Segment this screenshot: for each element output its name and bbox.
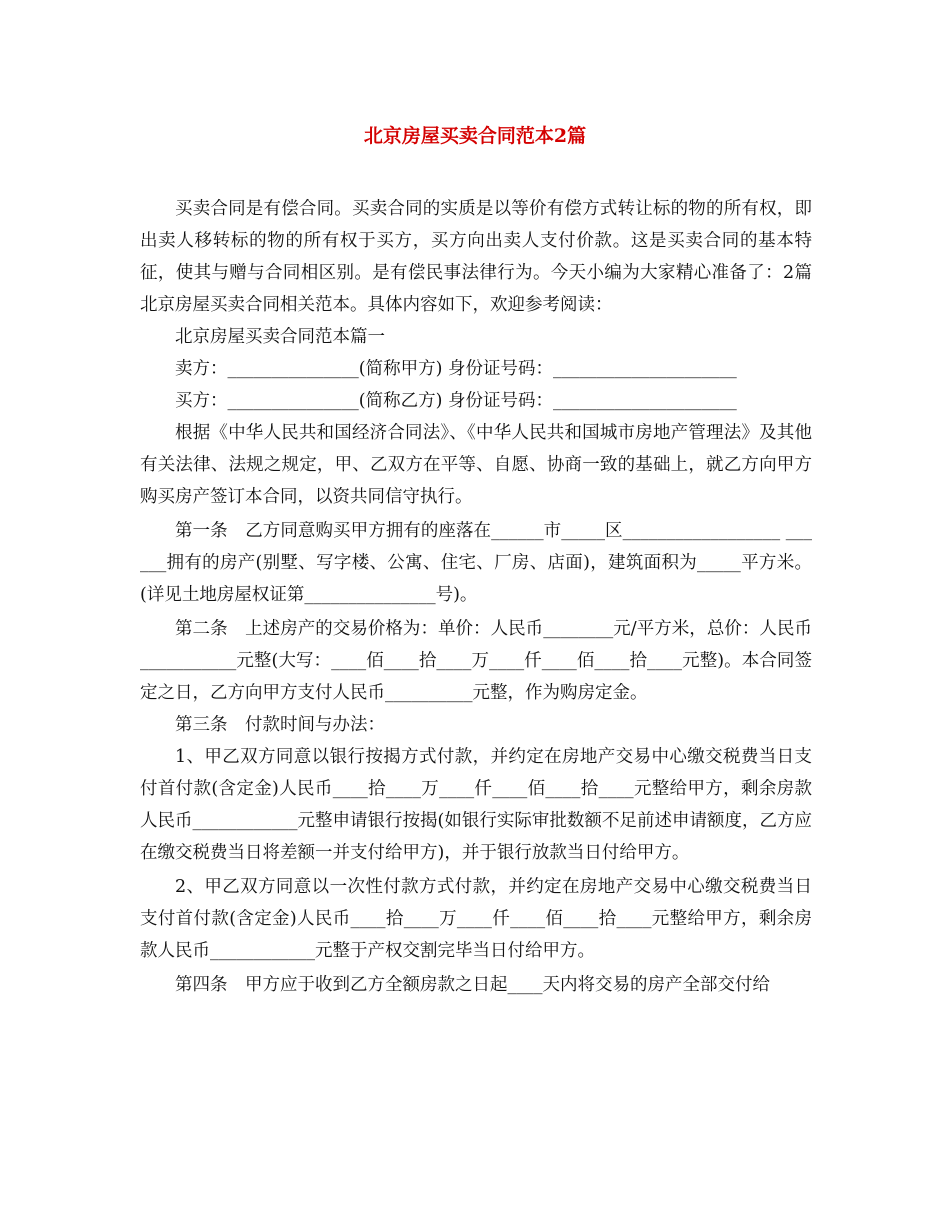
legal-basis-paragraph: 根据《中华人民共和国经济合同法》、《中华人民共和国城市房地产管理法》及其他有关法律、法规之规定，甲、乙双方在平等、自愿、协商一致的基础上，就乙方向甲方购买房产签订本合同，以资共同信守执行。 [140, 423, 812, 507]
article-2: 第二条 上述房产的交易价格为：单价：人民币________元/平方米，总价：人民币___________元整(大写：____佰____拾____万____仟____佰____拾____元整)。本合同签定之日，乙方向甲方支付人民币__________元整，作为购房定金。 [140, 619, 812, 703]
seller-line: 卖方：_______________(简称甲方) 身份证号码：_____________________ [175, 359, 737, 379]
document-title: 北京房屋买卖合同范本2篇 [363, 125, 587, 147]
article-3-clause-1: 1、甲乙双方同意以银行按揭方式付款，并约定在房地产交易中心缴交税费当日支付首付款(含定金)人民币____拾____万____仟____佰____拾____元整给甲方，剩余房款人民币____________元整申请银行按揭(如银行实际审批数额不足前述申请额度，乙方应在缴交税费当日将差额一并支付给甲方)，并于银行放款当日付给甲方。 [140, 747, 812, 863]
document-body [140, 193, 812, 1001]
article-1: 第一条 乙方同意购买甲方拥有的座落在______市_____区__________________ ______拥有的房产(别墅、写字楼、公寓、住宅、厂房、店面)，建筑面积为_____平方米。(详见土地房屋权证第_______________号)。 [140, 521, 812, 605]
section-heading: 北京房屋买卖合同范本篇一 [175, 327, 385, 347]
article-4: 第四条 甲方应于收到乙方全额房款之日起____天内将交易的房产全部交付给 [175, 975, 770, 995]
intro-paragraph: 买卖合同是有偿合同。买卖合同的实质是以等价有偿方式转让标的物的所有权，即出卖人移转标的物的所有权于买方，买方向出卖人支付价款。这是买卖合同的基本特征，使其与赠与合同相区别。是有偿民事法律行为。今天小编为大家精心准备了：2篇北京房屋买卖合同相关范本。具体内容如下，欢迎参考阅读： [140, 199, 812, 315]
article-3-heading: 第三条 付款时间与办法： [175, 715, 385, 735]
buyer-line: 买方：_______________(简称乙方) 身份证号码：_____________________ [175, 391, 737, 411]
article-3-clause-2: 2、甲乙双方同意以一次性付款方式付款，并约定在房地产交易中心缴交税费当日支付首付款(含定金)人民币____拾____万____仟____佰____拾____元整给甲方，剩余房款人民币____________元整于产权交割完毕当日付给甲方。 [140, 877, 812, 961]
